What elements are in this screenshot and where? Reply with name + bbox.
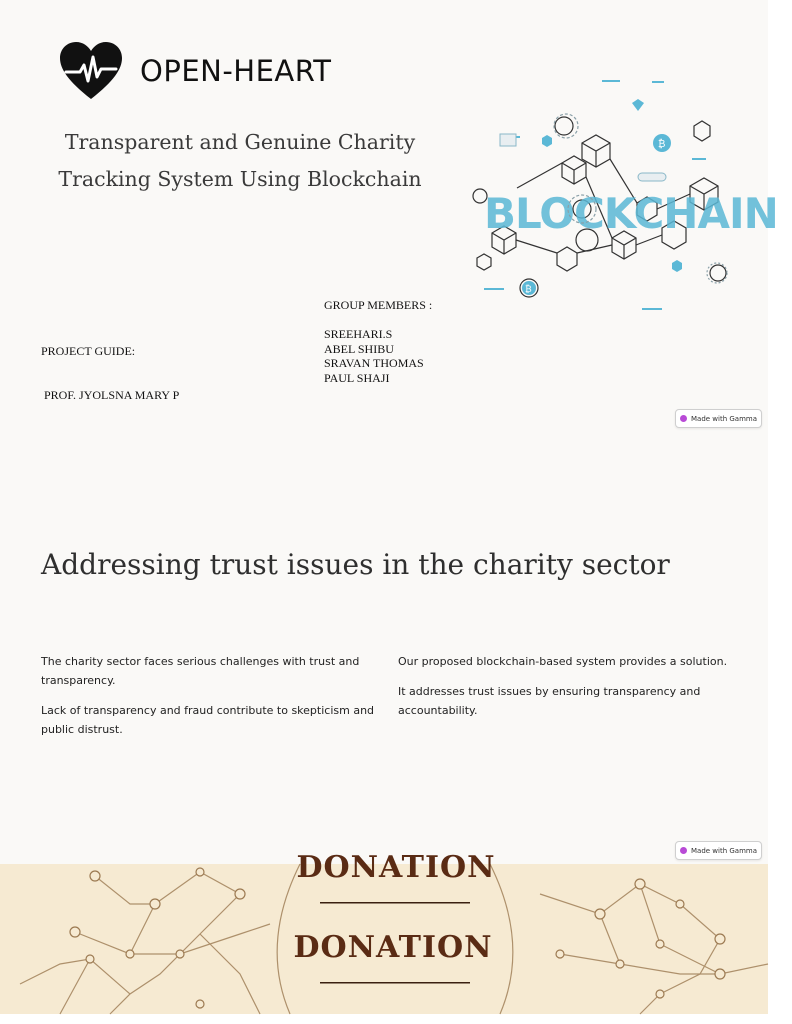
logo bbox=[58, 41, 332, 101]
title-slide bbox=[0, 0, 778, 432]
members-spacer bbox=[324, 313, 432, 328]
paragraph: The charity sector faces serious challenges with trust and transparency. bbox=[41, 655, 360, 687]
gamma-badge-label: Made with Gamma bbox=[690, 846, 758, 855]
blockchain-word: BLOCKCHAIN bbox=[484, 189, 778, 238]
paragraph: Our proposed blockchain-based system provides a solution. bbox=[398, 655, 728, 668]
member-name: SRAVAN THOMAS bbox=[324, 356, 424, 370]
donation-title-top: DONATION bbox=[296, 850, 496, 885]
problem-slide bbox=[0, 432, 768, 864]
gamma-icon bbox=[680, 415, 687, 422]
right-column bbox=[398, 652, 758, 731]
guide-label: PROJECT GUIDE: bbox=[41, 344, 136, 358]
members-label: GROUP MEMBERS : bbox=[324, 298, 433, 312]
slide-title bbox=[40, 124, 440, 198]
heart-pulse-icon bbox=[58, 41, 124, 101]
blockchain-illustration bbox=[462, 68, 778, 330]
project-guide bbox=[41, 315, 179, 431]
paragraph: Lack of transparency and fraud contribute to skepticism and public distrust. bbox=[41, 704, 375, 736]
member-name: PAUL SHAJI bbox=[324, 370, 390, 385]
gamma-badge-label: Made with Gamma bbox=[690, 414, 758, 423]
title-line-1: Transparent and Genuine Charity bbox=[64, 130, 416, 154]
bitcoin-icon: ₿ bbox=[658, 139, 666, 150]
donation-title: DONATION bbox=[293, 930, 493, 965]
made-with-gamma-badge[interactable] bbox=[675, 409, 762, 428]
title-line-2: Tracking System Using Blockchain bbox=[58, 167, 422, 191]
guide-name: PROF. JYOLSNA MARY P bbox=[41, 387, 180, 402]
slide-heading: Addressing trust issues in the charity sector bbox=[41, 548, 670, 581]
logo-text: OPEN-HEART bbox=[140, 54, 332, 88]
member-name: ABEL SHIBU bbox=[324, 341, 394, 356]
member-name: SREEHARI.S bbox=[324, 327, 393, 341]
svg-text:₿: ₿ bbox=[525, 285, 532, 295]
group-members bbox=[324, 298, 432, 385]
paragraph: It addresses trust issues by ensuring transparency and accountability. bbox=[398, 685, 701, 717]
left-column bbox=[41, 652, 376, 750]
